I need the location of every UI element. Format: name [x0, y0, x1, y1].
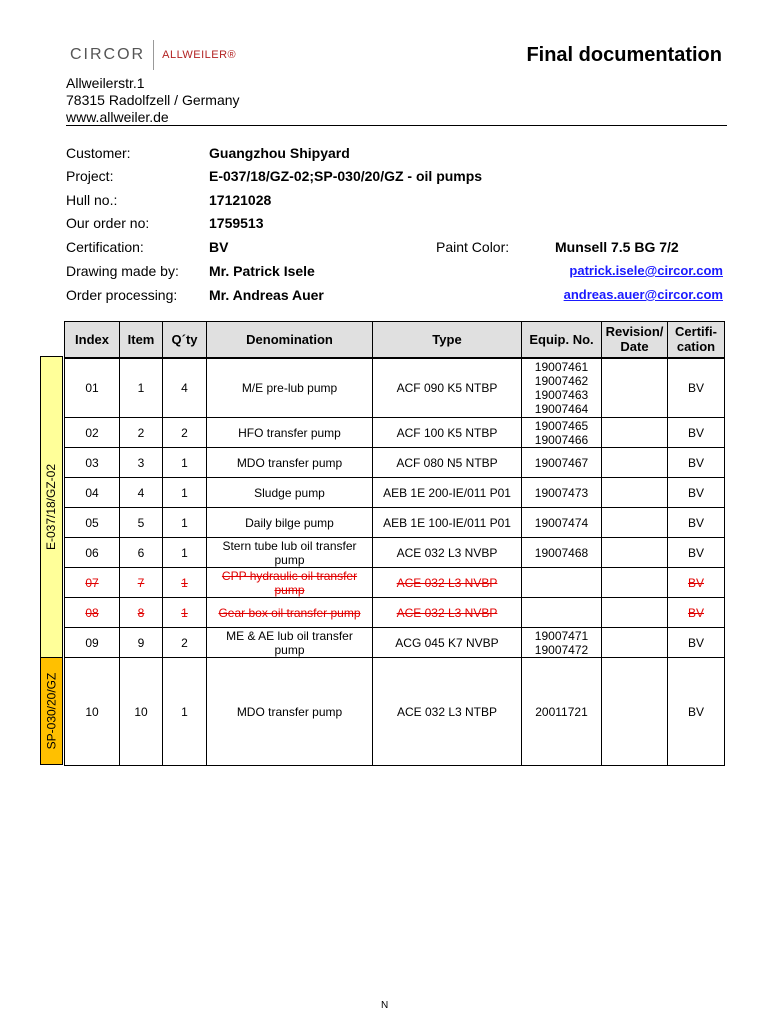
header-qty: Q´ty: [163, 322, 207, 358]
cell-denomination: [207, 478, 373, 508]
processing-value: Mr. Andreas Auer: [209, 287, 324, 303]
cell-denomination-text: HFO transfer pump: [238, 425, 341, 440]
cell-index: [65, 538, 120, 568]
cell-equip-no-text: 19007474: [534, 515, 589, 530]
cell-item: [120, 478, 163, 508]
cell-item-text: 6: [137, 545, 145, 560]
cell-index-text: 04: [85, 485, 99, 500]
info-drawing: [66, 263, 727, 285]
cell-equip-no: [522, 628, 602, 658]
cell-type: [373, 538, 522, 568]
table-row: [65, 448, 725, 478]
cell-type: [373, 628, 522, 658]
cell-equip-no: [522, 658, 602, 766]
cell-denomination-text: M/E pre-lub pump: [241, 380, 338, 395]
project-value: E-037/18/GZ-02;SP-030/20/GZ - oil pumps: [209, 168, 483, 184]
customer-value: Guangzhou Shipyard: [209, 145, 350, 161]
table-row: [65, 358, 725, 418]
cell-type-text: AEB 1E 100-IE/011 P01: [383, 515, 511, 530]
cell-type-text: ACF 100 K5 NTBP: [396, 425, 498, 440]
cell-type: [373, 568, 522, 598]
cell-qty: [163, 658, 207, 766]
cell-item-text: 5: [137, 515, 145, 530]
group-label-e037: [40, 356, 63, 658]
cell-certification: [668, 538, 725, 568]
header-divider: [66, 125, 727, 126]
cell-qty: [163, 598, 207, 628]
header-denomination: Denomination: [207, 322, 373, 358]
cell-qty: [163, 448, 207, 478]
cell-qty-text: 1: [181, 704, 188, 719]
cell-type-text: ACF 090 K5 NTBP: [396, 380, 498, 395]
cell-qty: [163, 358, 207, 418]
table-row: [65, 418, 725, 448]
header-type: Type: [373, 322, 522, 358]
cell-index: [65, 418, 120, 448]
cell-denomination: [207, 658, 373, 766]
cell-revision: [602, 568, 668, 598]
group-label-sp030: [40, 657, 63, 765]
cell-denomination-text: Sludge pump: [254, 485, 325, 500]
cell-type: [373, 658, 522, 766]
group-label-text: SP-030/20/GZ: [44, 672, 59, 750]
cell-qty-text: 1: [181, 545, 188, 560]
cell-item: [120, 448, 163, 478]
cell-item: [120, 628, 163, 658]
cell-certification: [668, 658, 725, 766]
table-row: [65, 658, 725, 766]
company-logo: [70, 38, 236, 72]
cell-denomination-text: MDO transfer pump: [236, 704, 343, 719]
cell-qty-text: 1: [181, 485, 188, 500]
address-city: 78315 Radolfzell / Germany: [66, 92, 240, 108]
cell-type-text: ACE 032 L3 NTBP: [396, 704, 498, 719]
address-street: Allweilerstr.1: [66, 75, 145, 91]
cell-index: [65, 568, 120, 598]
cell-denomination-text: CPP hydraulic oil transfer pump: [221, 568, 358, 597]
info-hull: [66, 192, 727, 214]
cell-certification-text: BV: [687, 425, 704, 440]
paint-color-label: Paint Color:: [436, 239, 510, 255]
cell-certification: [668, 418, 725, 448]
cell-revision: [602, 418, 668, 448]
cell-qty: [163, 478, 207, 508]
cell-revision: [602, 508, 668, 538]
cell-item-text: 9: [137, 635, 145, 650]
cell-equip-no: [522, 598, 602, 628]
cell-qty: [163, 418, 207, 448]
cell-revision: [602, 478, 668, 508]
cell-type: [373, 358, 522, 418]
certification-value: BV: [209, 239, 229, 255]
cell-denomination: [207, 358, 373, 418]
cell-certification-text: BV: [687, 575, 704, 590]
cell-certification-text: BV: [687, 515, 704, 530]
cell-item-text: 7: [137, 575, 145, 590]
cell-revision: [602, 628, 668, 658]
cell-certification: [668, 568, 725, 598]
logo-allweiler-text: ALLWEILER®: [162, 49, 237, 61]
table-header-row: [65, 322, 725, 358]
cell-equip-no: [522, 448, 602, 478]
cell-type: [373, 418, 522, 448]
cell-item-text: 3: [137, 455, 145, 470]
table-row: [65, 538, 725, 568]
cell-index-text: 01: [85, 380, 99, 395]
cell-type: [373, 598, 522, 628]
cell-certification-text: BV: [687, 485, 704, 500]
cell-revision: [602, 538, 668, 568]
cell-type-text: AEB 1E 200-IE/011 P01: [383, 485, 511, 500]
table-row: [65, 508, 725, 538]
cell-item-text: 10: [134, 704, 148, 719]
order-label: Our order no:: [66, 215, 150, 231]
customer-label: Customer:: [66, 145, 131, 161]
cell-index-text: 02: [85, 425, 99, 440]
info-project: [66, 168, 727, 190]
cell-equip-no-text: 19007473: [534, 485, 589, 500]
cell-index: [65, 478, 120, 508]
processing-label: Order processing:: [66, 287, 178, 303]
address-website[interactable]: www.allweiler.de: [66, 109, 169, 125]
cell-denomination: [207, 598, 373, 628]
cell-item-text: 8: [137, 605, 145, 620]
header-item: Item: [120, 322, 163, 358]
group-label-text: E-037/18/GZ-02: [44, 463, 59, 551]
cell-type: [373, 448, 522, 478]
cell-index-text: 07: [85, 575, 99, 590]
cell-index-text: 09: [85, 635, 99, 650]
cell-qty-text: 1: [181, 605, 188, 620]
cell-certification: [668, 448, 725, 478]
header-index: Index: [65, 322, 120, 358]
cell-denomination: [207, 508, 373, 538]
cell-index: [65, 508, 120, 538]
cell-index-text: 10: [85, 704, 99, 719]
cell-equip-no: [522, 358, 602, 418]
cell-qty-text: 2: [181, 635, 188, 650]
info-customer: [66, 145, 727, 167]
cell-type: [373, 478, 522, 508]
info-order: [66, 215, 727, 237]
project-label: Project:: [66, 168, 114, 184]
cell-certification: [668, 508, 725, 538]
cell-certification-text: BV: [687, 380, 704, 395]
info-processing: [66, 287, 727, 309]
cell-qty-text: 1: [181, 455, 188, 470]
cell-denomination-text: MDO transfer pump: [236, 455, 343, 470]
cell-denomination-text: ME & AE lub oil transfer pump: [226, 628, 353, 657]
cell-item-text: 4: [137, 485, 145, 500]
cell-revision: [602, 358, 668, 418]
cell-certification: [668, 628, 725, 658]
cell-certification-text: BV: [687, 455, 704, 470]
cell-item: [120, 658, 163, 766]
cell-denomination-text: Stern tube lub oil transfer pump: [222, 538, 357, 567]
table-row: [65, 598, 725, 628]
cell-certification-text: BV: [687, 545, 704, 560]
cell-item: [120, 598, 163, 628]
cell-equip-no-text: 19007467: [534, 455, 589, 470]
cell-index: [65, 358, 120, 418]
cell-certification-text: BV: [687, 635, 704, 650]
pump-table: [64, 321, 725, 766]
cell-equip-no: [522, 538, 602, 568]
processing-email-link[interactable]: andreas.auer@circor.com: [563, 287, 723, 302]
cell-equip-no: [522, 508, 602, 538]
cell-qty-text: 2: [181, 425, 188, 440]
cell-qty: [163, 568, 207, 598]
paint-color-value: Munsell 7.5 BG 7/2: [555, 239, 679, 255]
table-row: [65, 628, 725, 658]
cell-certification-text: BV: [687, 605, 704, 620]
cell-item: [120, 538, 163, 568]
cell-type-text: ACE 032 L3 NVBP: [396, 605, 498, 620]
cell-index: [65, 628, 120, 658]
cell-item: [120, 568, 163, 598]
cell-index-text: 08: [85, 605, 99, 620]
cell-qty-text: 4: [181, 380, 188, 395]
cell-denomination: [207, 568, 373, 598]
cell-certification: [668, 358, 725, 418]
cell-qty: [163, 538, 207, 568]
cell-equip-no-text: 19007465 19007466: [534, 418, 589, 447]
drawing-email-link[interactable]: patrick.isele@circor.com: [569, 263, 723, 278]
page-footer-mark: N: [381, 1000, 389, 1011]
cell-type-text: ACE 032 L3 NVBP: [396, 545, 498, 560]
cell-equip-no-text: 19007471 19007472: [534, 628, 589, 657]
cell-equip-no-text: 19007461 19007462 19007463 19007464: [534, 359, 589, 416]
hull-value: 17121028: [209, 192, 272, 208]
cell-equip-no-text: 20011721: [535, 704, 588, 719]
cell-item: [120, 358, 163, 418]
cell-qty: [163, 628, 207, 658]
cell-type: [373, 508, 522, 538]
cell-denomination: [207, 448, 373, 478]
certification-label: Certification:: [66, 239, 144, 255]
cell-denomination: [207, 538, 373, 568]
hull-label: Hull no.:: [66, 192, 118, 208]
drawing-value: Mr. Patrick Isele: [209, 263, 315, 279]
cell-item: [120, 418, 163, 448]
cell-type-text: ACF 080 N5 NTBP: [396, 455, 498, 470]
cell-certification: [668, 478, 725, 508]
cell-qty: [163, 508, 207, 538]
cell-equip-no: [522, 478, 602, 508]
cell-certification: [668, 598, 725, 628]
cell-item-text: 2: [137, 425, 145, 440]
cell-equip-no: [522, 418, 602, 448]
cell-index-text: 05: [85, 515, 99, 530]
cell-denomination-text: Daily bilge pump: [245, 515, 334, 530]
cell-revision: [602, 658, 668, 766]
cell-revision: [602, 598, 668, 628]
cell-qty-text: 1: [181, 575, 188, 590]
cell-denomination: [207, 628, 373, 658]
cell-equip-no: [522, 568, 602, 598]
cell-type-text: ACG 045 K7 NVBP: [395, 635, 499, 650]
order-value: 1759513: [209, 215, 264, 231]
drawing-label: Drawing made by:: [66, 263, 179, 279]
cell-index: [65, 448, 120, 478]
table-row: [65, 478, 725, 508]
cell-revision: [602, 448, 668, 478]
document-title: Final documentation: [526, 44, 722, 66]
cell-item-text: 1: [137, 380, 145, 395]
cell-denomination-text: Gear box oil transfer pump: [218, 605, 361, 620]
cell-type-text: ACE 032 L3 NVBP: [396, 575, 498, 590]
cell-denomination: [207, 418, 373, 448]
header-revision-date: Revision/ Date: [602, 322, 668, 358]
cell-index: [65, 598, 120, 628]
header-certification: Certifi-cation: [668, 322, 725, 358]
cell-qty-text: 1: [181, 515, 188, 530]
cell-certification-text: BV: [687, 704, 704, 719]
header-equip-no: Equip. No.: [522, 322, 602, 358]
cell-equip-no-text: 19007468: [534, 545, 589, 560]
logo-divider: [153, 40, 154, 70]
cell-index: [65, 658, 120, 766]
cell-index-text: 03: [85, 455, 99, 470]
info-certification: [66, 239, 727, 261]
cell-item: [120, 508, 163, 538]
table-row: [65, 568, 725, 598]
cell-index-text: 06: [85, 545, 99, 560]
logo-circor-text: CIRCOR: [70, 46, 146, 63]
